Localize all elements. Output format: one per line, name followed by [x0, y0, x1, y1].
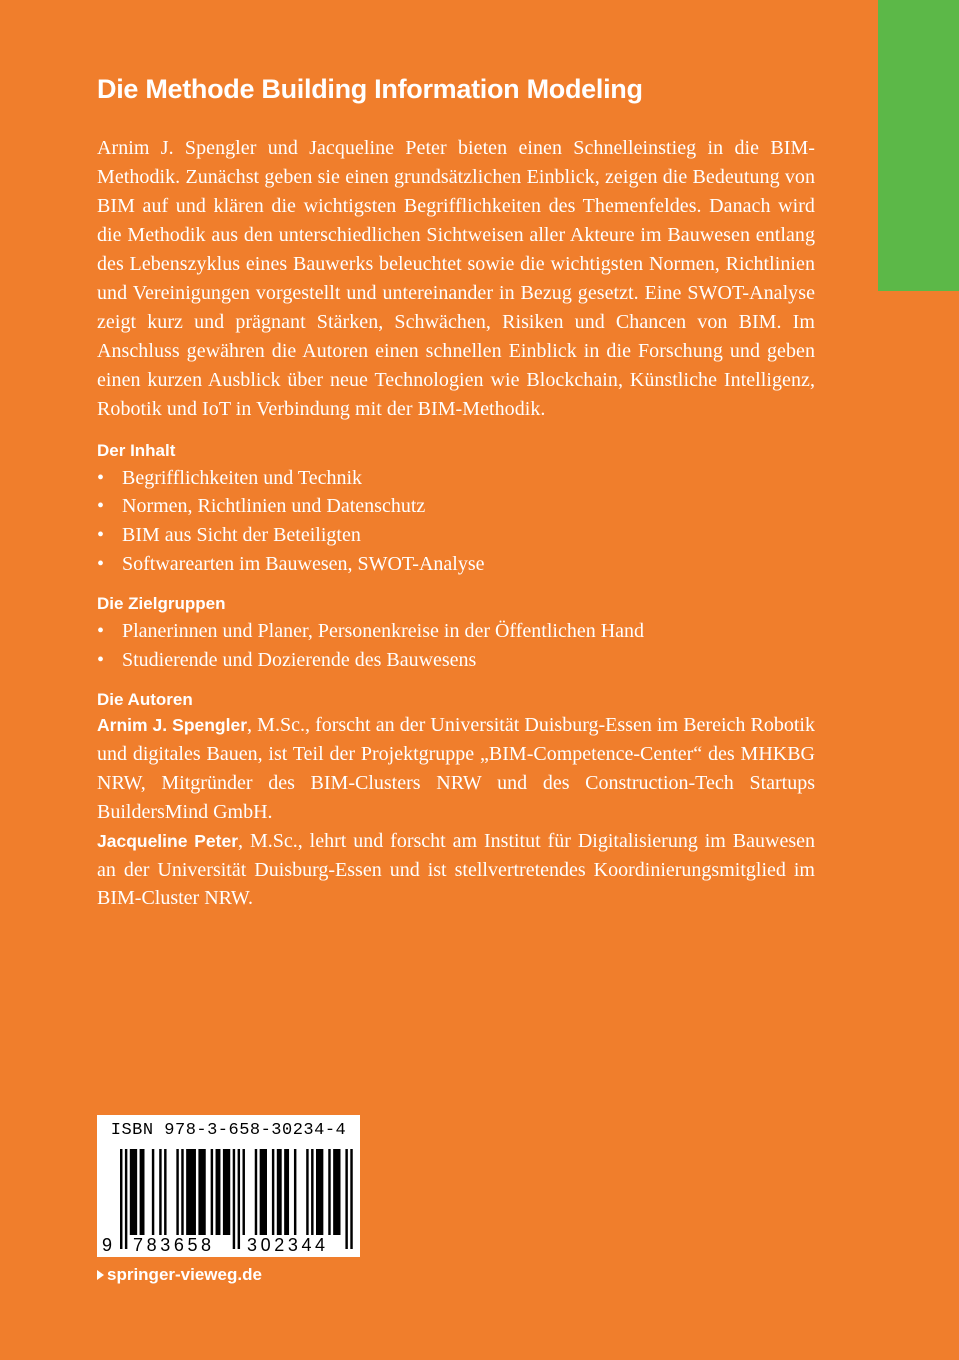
- barcode-bar: [223, 1149, 230, 1235]
- barcode-bar: [211, 1149, 213, 1235]
- bullet-icon: •: [97, 466, 105, 489]
- barcode-bar: [216, 1149, 221, 1235]
- autoren-heading: Die Autoren: [97, 689, 193, 709]
- barcode-bar: [316, 1149, 323, 1235]
- barcode-bar: [294, 1149, 296, 1235]
- barcode-right-digits: 302344: [247, 1235, 329, 1255]
- bullet-icon: •: [97, 524, 105, 547]
- author-name: Arnim J. Spengler: [97, 714, 248, 735]
- bullet-icon: •: [97, 553, 105, 576]
- barcode-bar: [333, 1149, 340, 1235]
- list-item: • Softwarearten im Bauwesen, SWOT-Analyse: [97, 550, 815, 579]
- isbn-barcode: [97, 1115, 360, 1257]
- barcode-bar: [120, 1149, 122, 1249]
- barcode-bar: [311, 1149, 313, 1235]
- list-item: • Normen, Richtlinien und Datenschutz: [97, 492, 815, 521]
- book-title: Die Methode Building Information Modeling: [97, 74, 643, 104]
- list-item: • BIM aus Sicht der Beteiligten: [97, 521, 815, 550]
- list-item: • Planerinnen und Planer, Personenkreise in der Öffentlichen Hand: [97, 617, 815, 646]
- inhalt-list: [97, 464, 815, 580]
- bullet-icon: •: [97, 649, 105, 672]
- isbn-label: ISBN 978-3-658-30234-4: [110, 1121, 347, 1140]
- arrow-right-icon: [97, 1270, 104, 1280]
- barcode-bar: [152, 1149, 154, 1235]
- barcode-bar: [255, 1149, 257, 1235]
- list-item: • Begrifflichkeiten und Technik: [97, 464, 815, 493]
- barcode-bar: [277, 1149, 282, 1235]
- barcode-bar: [350, 1149, 352, 1249]
- barcode-bar: [176, 1149, 178, 1235]
- back-cover-content: [97, 134, 815, 913]
- barcode-bar: [345, 1149, 347, 1249]
- zielgruppen-list: [97, 617, 815, 675]
- author-description: , M.Sc., forscht an der Universität Duisburg-Essen im Bereich Robotik und digitales Bauen, ist Teil der Projektgruppe „BIM-Competence-Center“ des MHKBG NRW, Mitgründer des BIM-Clusters NRW und des Construction-Tech Startups BuildersMind GmbH.: [97, 713, 815, 823]
- barcode-bar: [159, 1149, 161, 1235]
- barcode-bar: [125, 1149, 127, 1249]
- barcode-bar: [272, 1149, 274, 1235]
- barcode-bar: [284, 1149, 289, 1235]
- author-name: Jacqueline Peter: [97, 830, 239, 851]
- bullet-icon: •: [97, 495, 105, 518]
- barcode-bar: [186, 1149, 196, 1235]
- barcode-bar: [243, 1149, 245, 1235]
- zielgruppen-heading: Die Zielgruppen: [97, 594, 226, 614]
- list-item: • Studierende und Dozierende des Bauwesens: [97, 646, 815, 675]
- barcode-bar: [140, 1149, 145, 1235]
- barcode-bar: [181, 1149, 183, 1235]
- publisher-url: springer-vieweg.de: [107, 1265, 262, 1284]
- publisher-link[interactable]: [97, 1264, 262, 1286]
- barcode-bar: [306, 1149, 308, 1235]
- inhalt-heading: Der Inhalt: [97, 440, 176, 460]
- barcode-bar: [238, 1149, 240, 1249]
- author-bio-peter: [97, 827, 815, 914]
- intro-paragraph: Arnim J. Spengler und Jacqueline Peter bieten einen Schnelleinstieg in die BIM-Methodik. Zunächst geben sie einen grundsätzlichen Einblick, zeigen die Bedeutung von BIM auf und klären die wichtigsten Begrifflichkeiten des Themenfeldes. Danach wird die Methodik aus den unterschiedlichen Sichtweisen aller Akteure im Bauwesen entlang des Lebenszyklus eines Bauwerks beleuchtet sowie die wichtigsten Normen, Richtlinien und Vereinigungen vorgestellt und untereinander in Bezug gesetzt. Eine SWOT-Analyse zeigt kurz und prägnant Stärken, Schwächen, Risiken und Chancen von BIM. Im Anschluss gewähren die Autoren einen schnellen Einblick in die Forschung und geben einen kurzen Ausblick über neue Technologien wie Blockchain, Künstliche Intelligenz, Robotik und IoT in Verbindung mit der BIM-Methodik.: [97, 137, 815, 420]
- bullet-icon: •: [97, 620, 105, 643]
- barcode-bar: [233, 1149, 235, 1249]
- barcode-left-digits: 783658: [133, 1235, 215, 1255]
- barcode-bar: [130, 1149, 137, 1235]
- barcode-bar: [260, 1149, 267, 1235]
- author-description: , M.Sc., lehrt und forscht am Institut für Digitalisierung im Bauwesen an der Universität Duisburg-Essen und ist stellvertretendes Koordinierungsmitglied im BIM-Cluster NRW.: [97, 829, 815, 910]
- barcode-bar: [198, 1149, 205, 1235]
- green-color-tab: [878, 0, 959, 291]
- barcode-first-digit: 9: [102, 1235, 113, 1255]
- author-bio-spengler: [97, 711, 815, 827]
- barcode-bar: [164, 1149, 166, 1235]
- barcode-bar: [328, 1149, 330, 1235]
